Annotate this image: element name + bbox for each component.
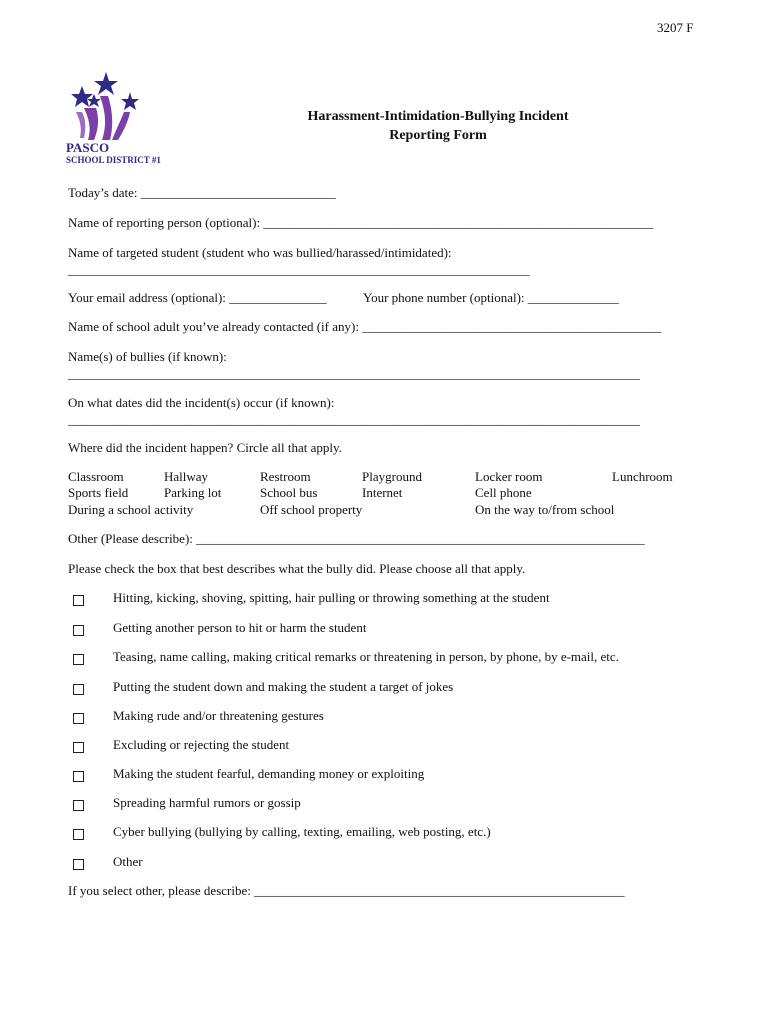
form-title [248,107,628,145]
behavior-checkbox[interactable] [73,625,84,636]
bullies-field[interactable]: ________________________________________________________________________________________ [68,366,640,381]
dates-field[interactable]: ________________________________________________________________________________________ [68,412,640,427]
behavior-checkbox[interactable] [73,771,84,782]
behavior-label: Making rude and/or threatening gestures [113,708,324,723]
todays-date-field[interactable]: Today’s date: ______________________________ [68,185,336,200]
location-locker-room[interactable]: Locker room [475,469,543,484]
form-number: 3207 F [657,20,694,35]
behavior-checkbox[interactable] [73,684,84,695]
targeted-student-label: Name of targeted student (student who was bullied/harassed/intimidated): [68,245,452,260]
location-hallway[interactable]: Hallway [164,469,209,484]
other-location-field[interactable]: Other (Please describe): _____________________________________________________________________ [68,531,645,546]
logo-figure [76,112,85,138]
school-adult-field[interactable]: Name of school adult you’ve already contacted (if any): ______________________________________________ [68,319,662,334]
location-internet[interactable]: Internet [362,485,403,500]
behavior-label: Teasing, name calling, making critical remarks or threatening in person, by phone, by e-mail, etc. [113,649,619,664]
location-lunchroom[interactable]: Lunchroom [612,469,673,484]
logo-text-pasco: PASCO [66,140,110,155]
logo-text-district: SCHOOL DISTRICT #1 [66,155,161,164]
email-field[interactable]: Your email address (optional): _______________ [68,290,327,305]
targeted-student-field[interactable]: _______________________________________________________________________ [68,262,530,277]
form-title-line2: Reporting Form [389,128,487,143]
behavior-checkbox[interactable] [73,859,84,870]
location-sports-field[interactable]: Sports field [68,485,129,500]
bullies-label: Name(s) of bullies (if known): [68,349,227,364]
location-parking-lot[interactable]: Parking lot [164,485,222,500]
logo-star [94,72,118,95]
location-playground[interactable]: Playground [362,469,422,484]
location-school-activity[interactable]: During a school activity [68,502,194,517]
check-instruction: Please check the box that best describes what the bully did. Please choose all that apply. [68,561,526,576]
reporting-person-field[interactable]: Name of reporting person (optional): ____________________________________________________________ [68,215,654,230]
logo-star [121,92,139,110]
location-to-from-school[interactable]: On the way to/from school [475,502,615,517]
pasco-school-district-logo [66,72,178,164]
location-cell-phone[interactable]: Cell phone [475,485,532,500]
behavior-label: Cyber bullying (bullying by calling, texting, emailing, web posting, etc.) [113,824,491,839]
location-classroom[interactable]: Classroom [68,469,124,484]
logo-figure [100,96,112,140]
logo-figure [84,108,98,140]
behavior-label: Getting another person to hit or harm the student [113,620,367,635]
location-off-school[interactable]: Off school property [260,502,363,517]
logo-star [71,86,93,107]
form-title-line1: Harassment-Intimidation-Bullying Incident [307,109,569,124]
location-restroom[interactable]: Restroom [260,469,311,484]
behavior-label: Making the student fearful, demanding money or exploiting [113,766,425,781]
behavior-label: Excluding or rejecting the student [113,737,290,752]
behavior-label: Other [113,854,143,869]
behavior-checkbox[interactable] [73,595,84,606]
behavior-checkbox[interactable] [73,654,84,665]
phone-field[interactable]: Your phone number (optional): ______________ [363,290,619,305]
other-describe-field[interactable]: If you select other, please describe: _________________________________________________________ [68,883,625,898]
behavior-label: Hitting, kicking, shoving, spitting, hair pulling or throwing something at the student [113,590,550,605]
dates-label: On what dates did the incident(s) occur (if known): [68,395,335,410]
logo-figure [112,112,130,140]
location-school-bus[interactable]: School bus [260,485,318,500]
behavior-label: Putting the student down and making the student a target of jokes [113,679,454,694]
behavior-checkbox[interactable] [73,713,84,724]
where-label: Where did the incident happen? Circle all that apply. [68,440,342,455]
behavior-checkbox[interactable] [73,742,84,753]
behavior-label: Spreading harmful rumors or gossip [113,795,301,810]
behavior-checkbox[interactable] [73,800,84,811]
behavior-checkbox[interactable] [73,829,84,840]
